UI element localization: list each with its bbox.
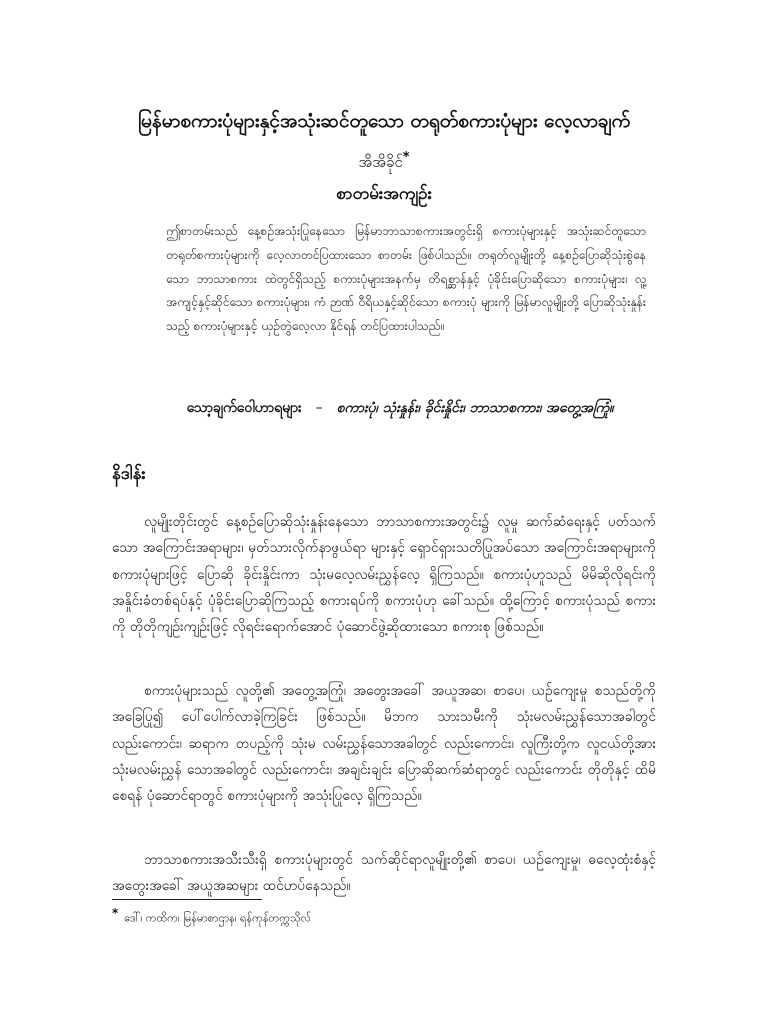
body-paragraph: စကားပုံများသည် လူတို့၏ အတွေ့အကြုံ၊ အတွေးအခေါ် အယူအဆ၊ စာပေ၊ ယဉ်ကျေးမှု စသည်တို့ကို အခြေပြု၍ ပေါ်ပေါက်လာခဲ့ကြခြင်း ဖြစ်သည်။ မိဘက သားသမီးကို သုံးမလမ်းညွှန်သောအခါတွင် လည်းကောင်း၊ ဆရာက တပည့်ကို သုံးမ လမ်းညွှန်သောအခါတွင် လည်းကောင်း၊ လူကြီးတို့က လူငယ်တို့အား သုံးမလမ်းညွှန် သောအခါတွင် လည်းကောင်း၊ အချင်းချင်း ပြောဆိုဆက်ဆံရာတွင် လည်းကောင်း တိုတိုနှင့် ထိမိစေရန် ပုံဆောင်ရာတွင် စကားပုံများကို အသုံးပြုလေ့ ရှိကြသည်။ xyxy=(112,683,656,805)
paper-title: မြန်မာစကားပုံများနှင့်အသုံးဆင်တူသော တရုတ်စကားပုံများ လေ့လာချက် xyxy=(137,110,631,132)
keywords-dash: – xyxy=(315,400,323,416)
keywords-label: သော့ချက်ဝေါဟာရများ xyxy=(186,400,302,416)
author-footnote-mark: * xyxy=(402,150,410,165)
footnote-divider xyxy=(112,899,262,900)
section-heading-introduction: နိဒါန်း xyxy=(112,464,146,484)
author-name: အိအိခိုင် xyxy=(358,153,403,171)
abstract-text: ဤစာတမ်းသည် နေ့စဉ်အသုံးပြုနေသော မြန်မာဘာသာစကားအတွင်းရှိ စကားပုံများနှင့် အသုံးဆင်တူသော တရုတ်စကားပုံများကို လေ့လာတင်ပြထားသော စာတမ်း ဖြစ်ပါသည်။ တရုတ်လူမျိုးတို့ နေ့စဉ်ပြောဆိုသုံးစွဲနေသော ဘာသာစကား ထဲတွင်ရှိသည့် စကားပုံများအနက်မှ တိရစ္ဆာန်နှင့် ပုံခိုင်းပြောဆိုသော စကားပုံများ၊ လူ့အကျင့်နှင့်ဆိုင်သော စကားပုံများ၊ ကံ ဉာဏ် ဝီရိယနှင့်ဆိုင်သော စကားပုံ များကို မြန်မာလူမျိုးတို့ ပြောဆိုသုံးနှုန်းသည့် စကားပုံများနှင့် ယှဉ်တွဲလေ့လာ နိုင်ရန် တင်ပြထားပါသည်။ xyxy=(166,224,646,334)
footnote xyxy=(112,903,311,929)
body-paragraph: လူမျိုးတိုင်းတွင် နေ့စဉ်ပြောဆိုသုံးနှုန်းနေသော ဘာသာစကားအတွင်း၌ လူမှု ဆက်ဆံရေးနှင့် ပတ်သက်သော အကြောင်းအရာများ၊ မှတ်သားလိုက်နာဖွယ်ရာ များနှင့် ရှောင်ရှားသတိပြုအပ်သော အကြောင်းအရာများကို စကားပုံများဖြင့် ပြောဆို ခိုင်းနှိုင်းကာ သုံးမလေ့လမ်းညွှန်လေ့ ရှိကြသည်။ စကားပုံဟူသည် မိမိဆိုလိုရင်းကို အနှိုင်းခံတစ်ရပ်နှင့် ပုံခိုင်းပြောဆိုကြသည့် စကားရပ်ကို စကားပုံဟု ခေါ်သည်။ ထို့ကြောင့် စကားပုံသည် စကားကို တိုတိုကျဉ်းကျဉ်းဖြင့် လိုရင်းရောက်အောင် ပုံဆောင်ဖွဲ့ဆိုထားသော စကားစု ဖြစ်သည်။ xyxy=(112,514,656,636)
body-paragraph: ဘာသာစကားအသီးသီးရှိ စကားပုံများတွင် သက်ဆိုင်ရာလူမျိုးတို့၏ စာပေ၊ ယဉ်ကျေးမှု၊ ဓလေ့ထုံးစံနှင့် အတွေးအခေါ် အယူအဆများ ထင်ဟပ်နေသည်။ xyxy=(112,852,656,895)
footnote-mark: * xyxy=(112,906,119,920)
footnote-text: ဒေါ်၊ ကထိက၊ မြန်မာစာဌာန၊ ရန်ကုန်တက္ကသိုလ် xyxy=(124,911,311,925)
keywords-terms: စကားပုံ၊ သုံးနှုန်း၊ ခိုင်းနှိုင်း၊ ဘာသာစကား၊ အတွေ့အကြုံ။ xyxy=(336,400,614,416)
author-line xyxy=(0,146,768,174)
keywords-line xyxy=(150,395,650,422)
abstract-heading: စာတမ်းအကျဉ်း xyxy=(336,184,432,204)
